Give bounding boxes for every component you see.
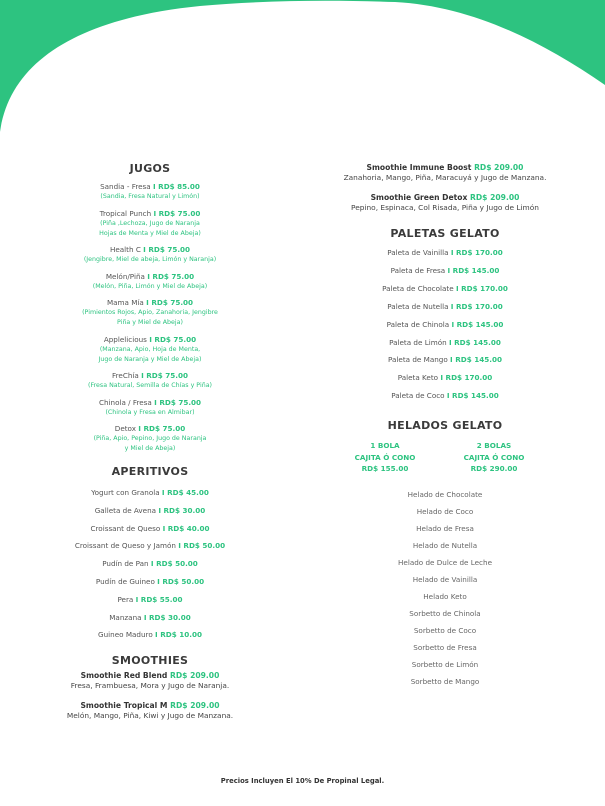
option-two-scoops <box>454 440 534 475</box>
menu-item <box>30 537 270 555</box>
option-label: 1 BOLA <box>370 441 400 451</box>
helados-flavor-list <box>330 486 560 690</box>
item-price: I RD$ 50.00 <box>150 559 198 569</box>
item-name: Smoothie Green Detox <box>370 193 468 202</box>
left-column <box>30 162 270 730</box>
item-name: FreChía <box>111 371 139 380</box>
paletas-heading: PALETAS GELATO <box>390 227 500 240</box>
item-price: RD$ 209.00 <box>169 671 220 681</box>
item-price: I RD$ 30.00 <box>143 612 191 622</box>
item-price: I RD$ 75.00 <box>141 371 189 380</box>
flavor-item: Sorbetto de Limón <box>411 660 479 670</box>
item-description: y Miel de Abeja) <box>124 445 176 452</box>
item-name: Paleta de Nutella <box>387 301 449 311</box>
item-description: (Pimientos Rojos, Apio, Zanahoria, Jengibre <box>82 309 218 316</box>
flavor-item: Sorbetto de Mango <box>410 677 480 687</box>
item-price: I RD$ 75.00 <box>146 298 194 307</box>
smoothie-name-line <box>30 670 270 681</box>
item-price: I RD$ 145.00 <box>451 319 504 329</box>
item-price: I RD$ 145.00 <box>447 265 500 275</box>
footer-note: Precios Incluyen El 10% De Propinal Legal. <box>220 777 385 785</box>
item-name: Detox <box>114 424 136 433</box>
menu-item <box>30 609 270 627</box>
flavor-item: Helado de Vainilla <box>412 575 478 585</box>
item-description: Hojas de Menta y Miel de Abeja) <box>99 229 201 237</box>
item-name: Pudín de Guineo <box>95 576 155 586</box>
item-description: Zanahoria, Mango, Piña, Maracuyá y Jugo de Manzana. <box>343 173 547 182</box>
item-name: Tropical Punch <box>99 208 152 218</box>
menu-item <box>30 484 270 502</box>
item-name: Pudín de Pan <box>102 559 149 569</box>
item-description: (Sandia, Fresa Natural y Limón) <box>100 193 200 200</box>
item-price: I RD$ 170.00 <box>440 373 493 383</box>
item-price: I RD$ 85.00 <box>153 182 200 191</box>
item-name: Sandia - Fresa <box>100 182 151 191</box>
menu-item <box>30 335 270 365</box>
smoothie-item <box>330 192 560 213</box>
menu-item <box>330 387 560 405</box>
menu-item <box>330 351 560 369</box>
item-name: Paleta de Fresa <box>390 265 446 275</box>
option-price: RD$ 290.00 <box>470 464 518 474</box>
menu-item <box>330 369 560 387</box>
item-price: I RD$ 75.00 <box>153 208 201 218</box>
item-name: Croissant de Queso <box>90 523 161 533</box>
page-title: MENÚ DELIGELATO <box>87 50 518 96</box>
item-name: Manzana <box>109 612 142 622</box>
item-price: I RD$ 145.00 <box>448 337 501 347</box>
menu-item <box>30 502 270 520</box>
item-name: Smoothie Tropical M <box>80 701 168 711</box>
menu-item <box>30 298 270 328</box>
item-price: I RD$ 50.00 <box>157 576 205 586</box>
item-description: (Melón, Piña, Limón y Miel de Abeja) <box>92 282 208 290</box>
menu-item-line <box>30 209 270 219</box>
item-price: I RD$ 75.00 <box>143 245 191 254</box>
item-price: I RD$ 10.00 <box>155 630 202 640</box>
logo-script-text: Santo Domingo <box>259 13 346 26</box>
menu-item <box>30 371 270 391</box>
item-name: Chinola / Fresa <box>98 397 152 407</box>
flavor-item: Helado de Coco <box>416 507 474 517</box>
logo-city-text: TOLEDO <box>293 33 312 37</box>
club-logo <box>0 14 605 38</box>
item-description: (Piña ,Lechoza, Jugo de Naranja <box>100 219 200 227</box>
item-name: Paleta de Vainilla <box>387 248 449 257</box>
item-price: RD$ 209.00 <box>474 163 524 172</box>
menu-item <box>30 398 270 418</box>
item-price: I RD$ 170.00 <box>450 248 503 257</box>
flavor-item: Helado de Chocolate <box>407 490 483 500</box>
item-description: Fresa, Frambuesa, Mora y Jugo de Naranja. <box>70 681 230 691</box>
logo-club-text: COUNTRY CLUB <box>278 27 327 32</box>
menu-item-line <box>30 424 270 434</box>
item-price: RD$ 209.00 <box>470 193 520 202</box>
item-price: I RD$ 75.00 <box>149 334 197 344</box>
option-price: RD$ 155.00 <box>361 464 409 474</box>
flavor-item: Sorbetto de Coco <box>413 626 477 636</box>
menu-item-line <box>30 245 270 255</box>
item-price: I RD$ 145.00 <box>446 391 499 401</box>
item-name: Pera <box>117 594 134 604</box>
item-price: I RD$ 75.00 <box>147 271 195 281</box>
menu-item-line <box>30 398 270 408</box>
jugos-heading: JUGOS <box>129 162 171 175</box>
menu-item <box>30 626 270 644</box>
item-name: Paleta de Chocolate <box>382 283 454 293</box>
menu-item-line <box>30 272 270 282</box>
smoothie-name-line <box>330 192 560 203</box>
menu-item-line <box>30 298 270 308</box>
item-price: I RD$ 145.00 <box>450 355 502 365</box>
option-one-scoop <box>345 440 425 475</box>
menu-item <box>330 298 560 316</box>
flavor-item: Helado de Dulce de Leche <box>398 558 492 568</box>
item-price: I RD$ 75.00 <box>138 424 186 433</box>
item-price: I RD$ 45.00 <box>161 488 209 497</box>
menu-item <box>330 334 560 352</box>
item-name: Applelicious <box>103 334 147 344</box>
option-format: CAJITA Ó CONO <box>354 452 416 462</box>
item-name: Croissant de Queso y Jamón <box>74 541 176 551</box>
flavor-item: Helado de Nutella <box>412 541 478 551</box>
item-name: Paleta Keto <box>397 373 439 383</box>
item-name: Smoothie Immune Boost <box>366 163 472 172</box>
item-description: (Fresa Natural, Semilla de Chías y Piña) <box>87 382 213 389</box>
item-description: (Chinola y Fresa en Almibar) <box>105 408 195 416</box>
item-price: I RD$ 40.00 <box>162 523 210 533</box>
item-name: Paleta de Mango <box>388 355 448 365</box>
smoothie-item <box>30 700 270 721</box>
item-name: Paleta de Limón <box>389 337 447 347</box>
item-name: Paleta de Chinola <box>386 319 450 329</box>
menu-item <box>330 244 560 262</box>
item-price: I RD$ 30.00 <box>158 505 206 515</box>
smoothie-item <box>330 162 560 183</box>
aperitivos-heading: APERITIVOS <box>111 465 189 478</box>
item-description: Pepino, Espinaca, Col Risada, Piña y Jugo de Limón <box>351 203 539 212</box>
item-price: I RD$ 170.00 <box>450 301 503 311</box>
item-price: RD$ 209.00 <box>170 701 220 711</box>
helados-options <box>330 440 560 480</box>
item-description: Melón, Mango, Piña, Kiwi y Jugo de Manzana. <box>66 711 234 721</box>
menu-item-line <box>30 182 270 192</box>
paletas-list <box>330 244 560 405</box>
smoothies-heading: SMOOTHIES <box>111 654 189 668</box>
menu-item <box>30 555 270 573</box>
menu-item <box>30 520 270 538</box>
item-name: Health C <box>109 245 141 254</box>
option-format: CAJITA Ó CONO <box>463 452 525 462</box>
smoothies-right-list <box>330 162 560 213</box>
menu-item <box>30 272 270 292</box>
menu-item <box>30 573 270 591</box>
menu-item-line <box>30 371 270 381</box>
menu-item <box>30 182 270 202</box>
smoothie-name-line <box>30 700 270 711</box>
menu-item <box>30 424 270 454</box>
menu-item <box>30 209 270 239</box>
item-name: Smoothie Red Blend <box>80 671 168 681</box>
jugos-list <box>30 182 270 454</box>
item-name: Paleta de Coco <box>391 391 445 401</box>
item-price: I RD$ 50.00 <box>178 541 226 551</box>
item-description: (Jengibre, Miel de abeja, Limón y Naranja) <box>83 256 217 263</box>
flavor-item: Sorbetto de Chinola <box>409 609 481 619</box>
smoothies-left-list <box>30 670 270 721</box>
menu-item <box>330 262 560 280</box>
item-price: I RD$ 75.00 <box>154 397 202 407</box>
flavor-item: Helado de Fresa <box>416 524 474 534</box>
item-price: I RD$ 170.00 <box>455 283 508 293</box>
flavor-item: Helado Keto <box>423 592 467 602</box>
item-name: Guineo Maduro <box>98 630 153 640</box>
option-label: 2 BOLAS <box>476 441 512 451</box>
menu-item <box>30 591 270 609</box>
item-description: (Manzana, Apio, Hoja de Menta, <box>99 345 201 353</box>
item-price: I RD$ 55.00 <box>135 594 183 604</box>
menu-item <box>330 280 560 298</box>
item-name: Mama Mía <box>106 298 144 307</box>
item-description: Piña y Miel de Abeja) <box>117 319 183 326</box>
right-column <box>330 162 560 690</box>
item-name: Galleta de Avena <box>94 505 157 515</box>
item-name: Yogurt con Granola <box>91 488 160 497</box>
flavor-item: Sorbetto de Fresa <box>413 643 477 653</box>
item-name: Melón/Piña <box>105 271 145 281</box>
menu-item <box>330 316 560 334</box>
smoothie-item <box>30 670 270 691</box>
item-description: Jugo de Naranja y Miel de Abeja) <box>98 355 202 363</box>
menu-item <box>30 245 270 265</box>
item-description: (Piña, Apio, Pepino, Jugo de Naranja <box>93 435 207 442</box>
helados-heading: HELADOS GELATO <box>387 419 503 433</box>
aperitivos-list <box>30 484 270 644</box>
menu-item-line <box>30 335 270 345</box>
smoothie-name-line <box>330 162 560 173</box>
